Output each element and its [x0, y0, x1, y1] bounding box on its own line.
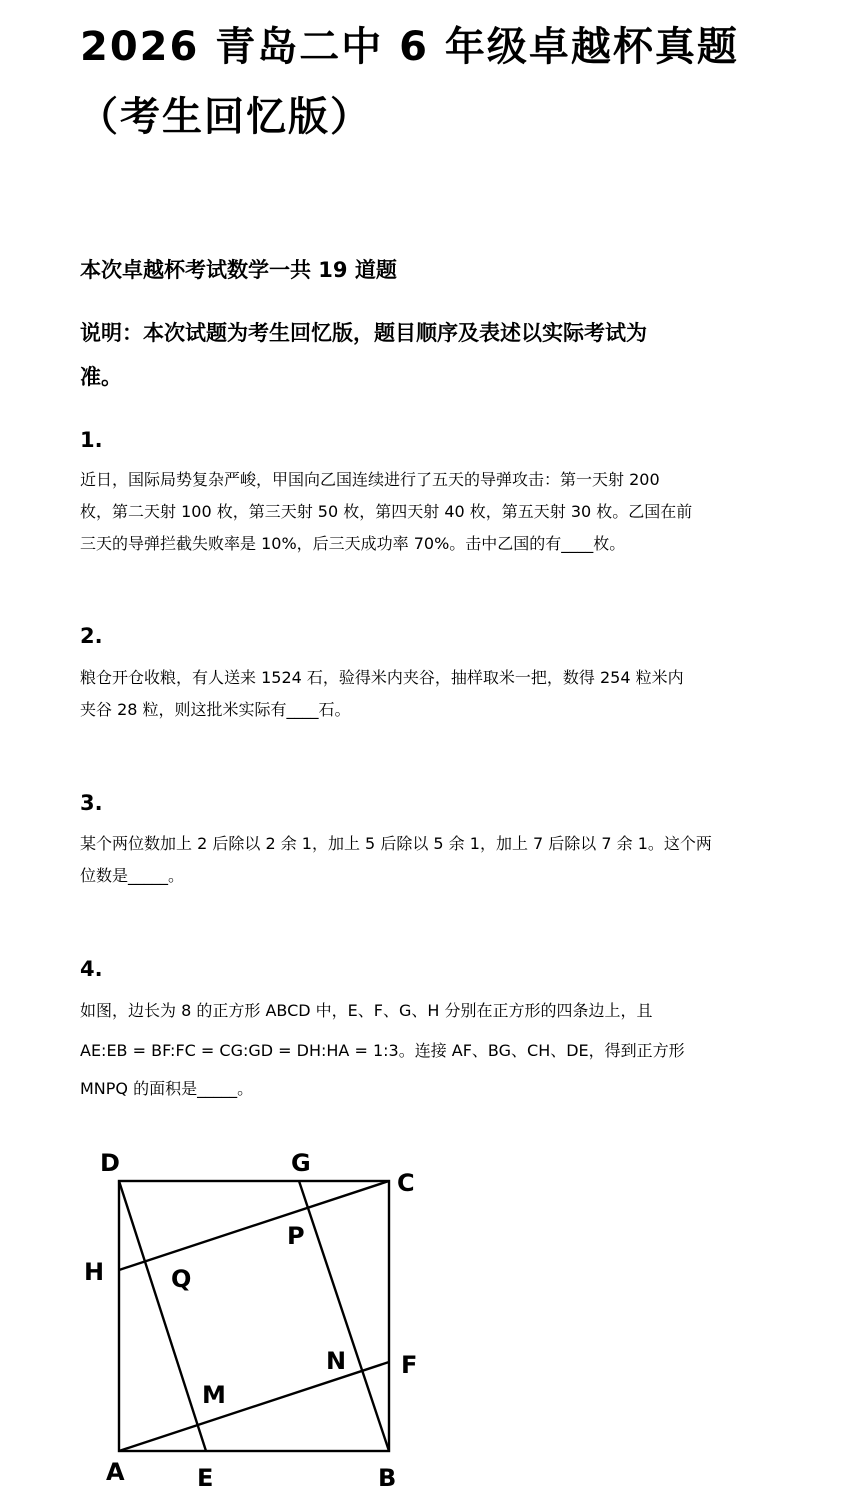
note-line-2: 准。	[80, 365, 122, 389]
label-d: D	[100, 1149, 120, 1177]
label-h: H	[84, 1258, 105, 1286]
label-q: Q	[171, 1265, 192, 1293]
page-subtitle: （考生回忆版）	[78, 94, 372, 140]
label-p: P	[287, 1222, 305, 1250]
label-g: G	[291, 1149, 311, 1177]
question-1-line-2: 枚，第二天射 100 枚，第三天射 50 枚，第四天射 40 枚，第五天射 30 枚。乙国在前	[80, 502, 693, 521]
note-line-1: 说明：本次试题为考生回忆版，题目顺序及表述以实际考试为	[80, 321, 647, 345]
question-1-line-3: 三天的导弹拦截失败率是 10%，后三天成功率 70%。击中乙国的有____枚。	[80, 534, 626, 553]
label-f: F	[401, 1351, 418, 1379]
line-bg	[299, 1181, 389, 1451]
line-de	[119, 1181, 206, 1451]
label-m: M	[202, 1381, 226, 1409]
question-2-line-1: 粮仓开仓收粮，有人送来 1524 石，验得米内夹谷，抽样取米一把，数得 254 粒米内	[80, 668, 684, 687]
intro-text: 本次卓越杯考试数学一共 19 道题	[80, 258, 397, 282]
question-4-line-1: 如图，边长为 8 的正方形 ABCD 中，E、F、G、H 分别在正方形的四条边上，且	[80, 1001, 653, 1020]
label-n: N	[326, 1347, 347, 1375]
question-2-number: 2.	[80, 624, 103, 648]
question-3-line-1: 某个两位数加上 2 后除以 2 余 1，加上 5 后除以 5 余 1，加上 7 后除以 7 余 1。这个两	[80, 834, 712, 853]
question-2-line-2: 夹谷 28 粒，则这批米实际有____石。	[80, 700, 351, 719]
square-abcd	[119, 1181, 389, 1451]
label-a: A	[106, 1458, 125, 1486]
line-ch	[119, 1181, 389, 1270]
label-b: B	[378, 1464, 397, 1492]
question-1-line-1: 近日，国际局势复杂严峻，甲国向乙国连续进行了五天的导弹攻击：第一天射 200	[80, 470, 660, 489]
line-af	[119, 1362, 389, 1451]
label-e: E	[197, 1464, 214, 1492]
question-4-number: 4.	[80, 957, 103, 981]
question-4-line-3: MNPQ 的面积是_____。	[80, 1079, 254, 1098]
question-3-number: 3.	[80, 791, 103, 815]
page-title: 2026 青岛二中 6 年级卓越杯真题	[80, 24, 739, 70]
question-1-number: 1.	[80, 428, 103, 452]
label-c: C	[397, 1169, 415, 1197]
question-3-line-2: 位数是_____。	[80, 866, 185, 885]
question-4-line-2: AE:EB = BF:FC = CG:GD = DH:HA = 1:3。连接 AF、BG、CH、DE，得到正方形	[80, 1041, 685, 1060]
